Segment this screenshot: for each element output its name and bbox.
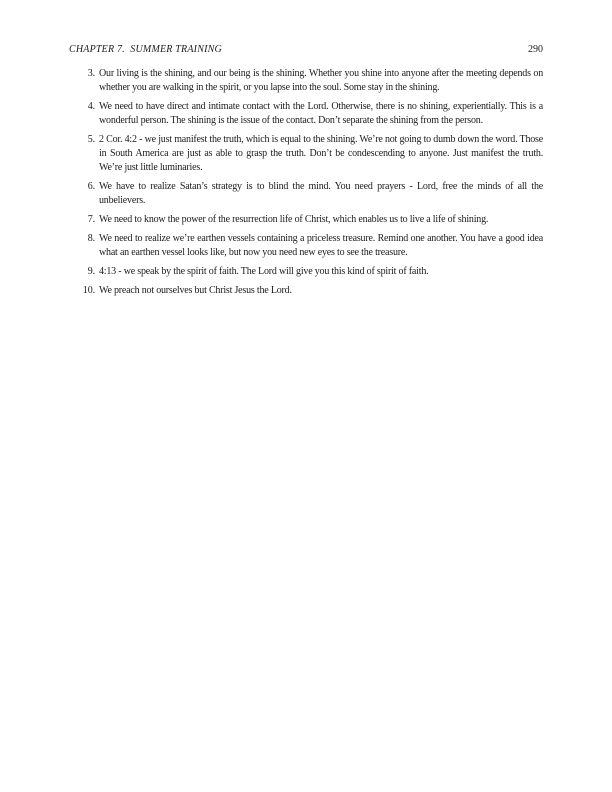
list-item xyxy=(69,213,543,227)
item-text: We need to realize we’re earthen vessels containing a priceless treasure. Remind one another. You have a good idea what an earthen vessel looks like, but now you need new eyes to see the treasure. xyxy=(99,233,543,258)
item-text: We need to have direct and intimate contact with the Lord. Otherwise, there is no shining, experientially. This is a wonderful person. The shining is the issue of the contact. Don’t separate the shining from the person. xyxy=(99,101,543,126)
item-text: 2 Cor. 4:2 - we just manifest the truth, which is equal to the shining. We’re not going to dumb down the word. Those in South America are just as able to grasp the truth. Don’t be condescending to anyone. Just manifest the truth. We’re just little luminaries. xyxy=(99,134,543,173)
list-item xyxy=(69,232,543,260)
running-header-title: CHAPTER 7. SUMMER TRAINING xyxy=(69,44,222,55)
item-number: 8. xyxy=(87,233,95,244)
item-text: We have to realize Satan’s strategy is to blind the mind. You need prayers - Lord, free the minds of all the unbelievers. xyxy=(99,181,543,206)
list-item xyxy=(69,180,543,208)
item-number: 3. xyxy=(87,68,95,79)
numbered-list xyxy=(69,67,543,298)
item-text: Our living is the shining, and our being is the shining. Whether you shine into anyone after the meeting depends on whether you are walking in the spirit, or you lapse into the soul. Some stay in the shining. xyxy=(99,68,543,93)
item-number: 10. xyxy=(82,285,95,296)
item-text: We preach not ourselves but Christ Jesus the Lord. xyxy=(99,285,292,296)
list-item xyxy=(69,265,543,279)
item-number: 9. xyxy=(87,266,95,277)
item-number: 7. xyxy=(87,214,95,225)
list-item xyxy=(69,67,543,95)
list-item xyxy=(69,133,543,175)
list-item xyxy=(69,100,543,128)
item-number: 4. xyxy=(87,101,95,112)
item-number: 5. xyxy=(87,134,95,145)
list-item xyxy=(69,284,543,298)
item-text: We need to know the power of the resurrection life of Christ, which enables us to live a life of shining. xyxy=(99,214,489,225)
page-number: 290 xyxy=(528,44,543,55)
item-text: 4:13 - we speak by the spirit of faith. The Lord will give you this kind of spirit of faith. xyxy=(99,266,429,277)
item-number: 6. xyxy=(87,181,95,192)
page-header xyxy=(69,43,543,57)
